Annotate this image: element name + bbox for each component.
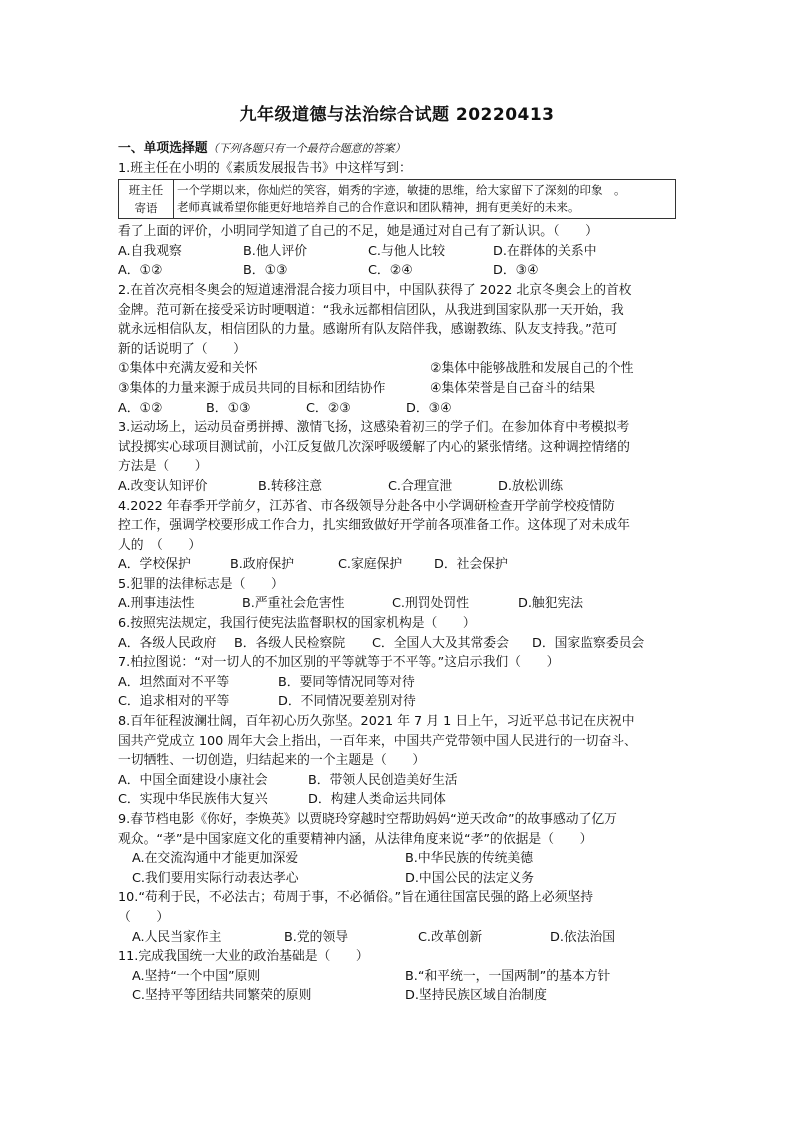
- remark-text: 一个学期以来，你灿烂的笑容，娟秀的字迹，敏捷的思维，给大家留下了深刻的印象 。 老师真诚希望你能更好地培养自己的合作意识和团队精神，拥有更美好的未来。: [174, 180, 676, 219]
- option[interactable]: A.改变认知评价: [118, 478, 208, 494]
- option[interactable]: D.坚持民族区域自治制度: [405, 988, 547, 1004]
- option[interactable]: C.坚持平等团结共同繁荣的原则: [132, 988, 312, 1004]
- q1-choices: [118, 261, 678, 281]
- option[interactable]: A．坦然面对不平等: [118, 674, 230, 690]
- q5-options: [118, 594, 678, 614]
- choice[interactable]: B．①③: [243, 263, 288, 279]
- q9-line: 观众。“孝”是中国家庭文化的重要精神内涵，从法律角度来说“孝”的依据是（ ）: [118, 831, 593, 847]
- q7-stem: 7.柏拉图说：“对一切人的不加区别的平等就等于不平等。”这启示我们（ ）: [118, 655, 560, 671]
- option[interactable]: C.我们要用实际行动表达孝心: [132, 870, 299, 886]
- q7-options: [118, 692, 678, 712]
- q8-line: 国共产党成立 100 周年大会上指出，一百年来，中国共产党带领中国人民进行的一切奋斗、: [118, 733, 637, 749]
- option[interactable]: D．构建人类命运共同体: [308, 792, 446, 808]
- option[interactable]: A．学校保护: [118, 557, 191, 573]
- option[interactable]: A．各级人民政府: [118, 635, 217, 651]
- section-note: （下列各题只有一个最符合题意的答案）: [207, 142, 406, 155]
- choice[interactable]: D．③④: [493, 263, 539, 279]
- q2-statements: [118, 359, 678, 379]
- q4-line: 4.2022 年春季开学前夕，江苏省、市各级领导分赴各中小学调研检查开学前学校疫情防: [118, 498, 615, 514]
- option[interactable]: B．带领人民创造美好生活: [308, 772, 458, 788]
- q5-stem: 5.犯罪的法律标志是（ ）: [118, 576, 284, 592]
- option[interactable]: D.放松训练: [498, 478, 564, 494]
- teacher-remark-table: [118, 179, 676, 219]
- section-title: 一、单项选择题: [118, 141, 208, 156]
- option[interactable]: A.人民当家作主: [132, 929, 222, 945]
- remark-label: 班主任 寄语: [119, 180, 174, 219]
- q3-line: 方法是（ ）: [118, 459, 208, 475]
- q10-line: （ ）: [118, 909, 170, 925]
- choice[interactable]: A．①②: [118, 263, 163, 279]
- option[interactable]: C.家庭保护: [338, 557, 403, 573]
- q8-options: [118, 771, 678, 791]
- option[interactable]: B.中华民族的传统美德: [405, 851, 534, 867]
- section-heading: [118, 139, 678, 159]
- option[interactable]: D.触犯宪法: [518, 596, 584, 612]
- q10-line: 10.“苟利于民，不必法古；苟周于事，不必循俗。”旨在通往国富民强的路上必须坚持: [118, 890, 594, 906]
- q10-options: [118, 928, 678, 948]
- option[interactable]: B.政府保护: [230, 557, 295, 573]
- q2-line: 新的话说明了（ ）: [118, 341, 246, 357]
- q11-options: [118, 967, 678, 987]
- q9-line: 9.春节档电影《你好，李焕英》以贾晓玲穿越时空帮助妈妈“逆天改命”的故事感动了亿万: [118, 812, 617, 827]
- statement: ④集体荣誉是自己奋斗的结果: [430, 380, 596, 396]
- option[interactable]: C．追求相对的平等: [118, 694, 230, 710]
- option[interactable]: C.改革创新: [418, 929, 483, 945]
- statement: ①集体中充满友爱和关怀: [118, 361, 258, 377]
- option[interactable]: C．全国人大及其常委会: [372, 635, 509, 651]
- option[interactable]: D.依法治国: [550, 929, 616, 945]
- option[interactable]: C．实现中华民族伟大复兴: [118, 792, 268, 808]
- option[interactable]: C.刑罚处罚性: [392, 596, 469, 612]
- q4-line: 人的 （ ）: [118, 537, 202, 553]
- option[interactable]: D.在群体的关系中: [493, 243, 597, 259]
- q3-line: 3.运动场上，运动员奋勇拼搏、激情飞扬，这感染着初三的学子们。在参加体育中考模拟考: [118, 420, 630, 436]
- q11-stem: 11.完成我国统一大业的政治基础是（ ）: [118, 949, 369, 965]
- q4-line: 控工作，强调学校要形成工作合力，扎实细致做好开学前各项准备工作。这体现了对未成年: [118, 518, 630, 534]
- q3-options: [118, 477, 678, 497]
- q7-options: [118, 673, 678, 693]
- option[interactable]: B.“和平统一，一国两制”的基本方针: [405, 968, 611, 984]
- q11-options: [118, 986, 678, 1006]
- choice[interactable]: B．①③: [206, 400, 251, 416]
- option[interactable]: D．国家监察委员会: [532, 635, 645, 651]
- q6-options: [118, 634, 678, 654]
- q6-stem: 6.按照宪法规定，我国行使宪法监督职权的国家机构是（ ）: [118, 616, 476, 632]
- q1-options: [118, 242, 678, 262]
- option[interactable]: A.刑事违法性: [118, 596, 195, 612]
- option[interactable]: B.转移注意: [258, 478, 323, 494]
- choice[interactable]: C．②④: [368, 263, 413, 279]
- q8-line: 一切牺牲、一切创造，归结起来的一个主题是（ ）: [118, 753, 426, 769]
- question-list: [118, 139, 678, 1006]
- option[interactable]: D．不同情况要差别对待: [278, 694, 416, 710]
- option[interactable]: B．要同等情况同等对待: [278, 674, 415, 690]
- q2-line: 2.在首次亮相冬奥会的短道速滑混合接力项目中，中国队获得了 2022 北京冬奥会上的首枚: [118, 282, 632, 298]
- option[interactable]: B.党的领导: [284, 929, 349, 945]
- option[interactable]: A.坚持“一个中国”原则: [132, 968, 261, 984]
- q2-choices: [118, 399, 678, 419]
- q2-line: 就永远相信队友，相信团队的力量。感谢所有队友陪伴我，感谢教练、队友支持我。”范可: [118, 322, 618, 338]
- q4-options: [118, 555, 678, 575]
- statement: ③集体的力量来源于成员共同的目标和团结协作: [118, 380, 386, 396]
- option[interactable]: B.严重社会危害性: [242, 596, 345, 612]
- q9-options: [118, 849, 678, 869]
- page-title: 九年级道德与法治综合试题 20220413: [239, 105, 555, 125]
- option[interactable]: B.他人评价: [243, 243, 308, 259]
- choice[interactable]: C．②③: [306, 400, 351, 416]
- option[interactable]: C.合理宣泄: [388, 478, 453, 494]
- option[interactable]: A.在交流沟通中才能更加深爱: [132, 851, 299, 867]
- q8-options: [118, 790, 678, 810]
- option[interactable]: A.自我观察: [118, 243, 182, 259]
- q1-follow: 看了上面的评价，小明同学知道了自己的不足，她是通过对自己有了新认识。（ ）: [118, 224, 598, 240]
- option[interactable]: A．中国全面建设小康社会: [118, 772, 268, 788]
- choice[interactable]: A．①②: [118, 400, 163, 416]
- option[interactable]: D.中国公民的法定义务: [405, 870, 535, 886]
- q2-line: 金牌。范可新在接受采访时哽咽道：“我永远都相信团队，从我进到国家队那一天开始，我: [118, 302, 624, 318]
- q2-statements: [118, 379, 678, 399]
- choice[interactable]: D．③④: [406, 400, 452, 416]
- q1-stem: 1.班主任在小明的《素质发展报告书》中这样写到：: [118, 160, 412, 176]
- option[interactable]: B．各级人民检察院: [234, 635, 346, 651]
- option[interactable]: D．社会保护: [434, 557, 508, 573]
- q3-line: 试投掷实心球项目测试前，小江反复做几次深呼吸缓解了内心的紧张情绪。这种调控情绪的: [118, 439, 630, 455]
- option[interactable]: C.与他人比较: [368, 243, 445, 259]
- q9-options: [118, 869, 678, 889]
- statement: ②集体中能够战胜和发展自己的个性: [430, 361, 634, 377]
- q8-line: 8.百年征程波澜壮阔，百年初心历久弥坚。2021 年 7 月 1 日上午，习近平总书记在庆祝中: [118, 714, 635, 730]
